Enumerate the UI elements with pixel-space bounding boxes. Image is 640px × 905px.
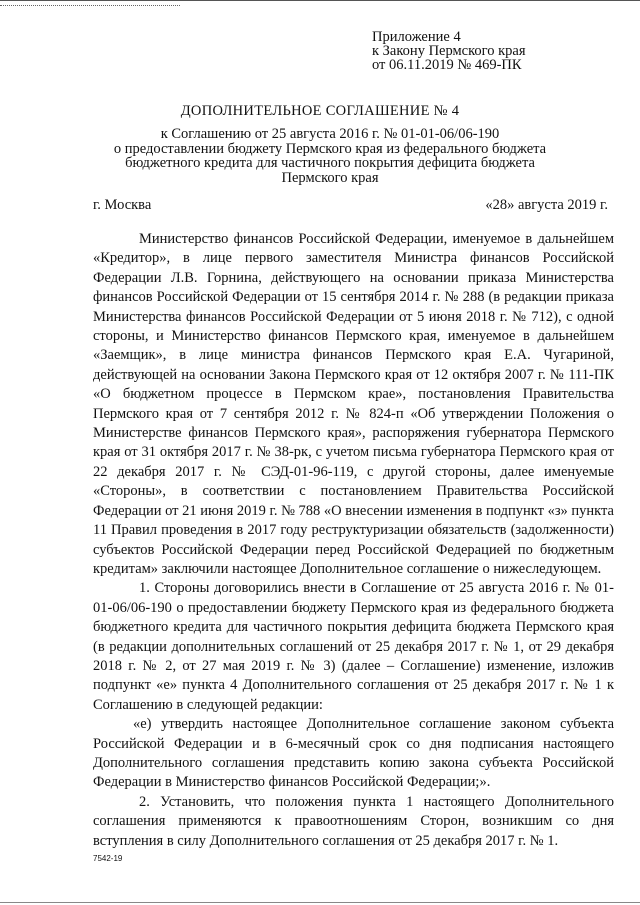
signing-date: «28» августа 2019 г.	[485, 197, 608, 213]
paragraph-quoted-subclause: «е) утвердить настоящее Дополнительное соглашение законом субъекта Российской Федерации и в 6-месячный срок со дня подписания настоящего Дополнительного соглашения представить копию закона субъекта Российской Федерации в Министерство финансов Российской Федерации;».	[93, 716, 614, 791]
subtitle-line: о предоставлении бюджету Пермского края из федерального бюджета	[113, 140, 547, 157]
annex-line: Приложение 4	[372, 29, 461, 45]
scan-edge-bottom	[0, 902, 640, 903]
document-code: 7542-19	[93, 854, 123, 863]
subtitle-line: к Соглашению от 25 августа 2016 г. № 01-01-06/06-190	[160, 126, 500, 142]
signing-place: г. Москва	[93, 197, 152, 213]
document-title: ДОПОЛНИТЕЛЬНОЕ СОГЛАШЕНИЕ № 4	[180, 103, 460, 119]
scan-edge-top	[0, 0, 640, 7]
paragraph-parties: Министерство финансов Российской Федерации, именуемое в дальнейшем «Кредитор», в лице первого заместителя Министра финансов Российской Федерации Л.В. Горнина, действующего на основании приказа Министерства финансов Российской Федерации от 15 сентября 2014 г. № 288 (в редакции приказа Министерства финансов Российской Федерации от 5 июня 2018 г. № 712), с одной стороны, и Министерство финансов Пермского края, именуемое в дальнейшем «Заемщик», в лице министра финансов Пермского края Е.А. Чугариной, действующей на основании Закона Пермского края от 12 октября 2007 г. № 111-ПК «О бюджетном процессе в Пермском крае», постановления Правительства Пермского края от 7 сентября 2012 г. № 824-п «Об утверждении Положения о Министерстве финансов Пермского края», распоряжения губернатора Пермского края от 31 октября 2017 г. № 38-рк, с учетом письма губернатора Пермского края от 22 декабря 2017 г. № СЭД-01-96-119, с другой стороны, далее именуемые «Стороны», в соответствии с постановлением Правительства Российской Федерации от 21 июня 2019 г. № 788 «О внесении изменения в подпункт «з» пункта 11 Правил проведения в 2017 году реструктуризации обязательств (задолженности) субъектов Российской Федерации перед Российской Федерацией по бюджетным кредитам» заключили настоящее Дополнительное соглашение о нижеследующем.	[93, 231, 614, 577]
paragraph-clause-2: 2. Установить, что положения пункта 1 настоящего Дополнительного соглашения применяются к правоотношениям Сторон, возникшим со дня вступления в силу Дополнительного соглашения от 25 декабря 2017 г. № 1.	[93, 793, 614, 849]
annex-header	[372, 30, 526, 72]
subtitle-line: Пермского края	[281, 169, 379, 186]
document-body	[93, 230, 614, 851]
document-subtitle	[80, 127, 580, 185]
annex-line: от 06.11.2019 № 469-ПК	[372, 57, 522, 73]
paragraph-clause-1: 1. Стороны договорились внести в Соглашение от 25 августа 2016 г. № 01-01-06/06-190 о предоставлении бюджету Пермского края из федерального бюджета бюджетного кредита для частичного покрытия дефицита бюджета Пермского края (в редакции дополнительных соглашений от 25 декабря 2017 г. № 1, от 29 декабря 2018 г. № 2, от 27 мая 2019 г. № 3) (далее – Соглашение) изменение, изложив подпункт «е» пункта 4 Дополнительного соглашения от 25 декабря 2017 г. № 1 к Соглашению в следующей редакции:	[93, 580, 614, 713]
annex-line: к Закону Пермского края	[372, 43, 526, 59]
subtitle-line: бюджетного кредита для частичного покрытия дефицита бюджета	[125, 155, 535, 171]
